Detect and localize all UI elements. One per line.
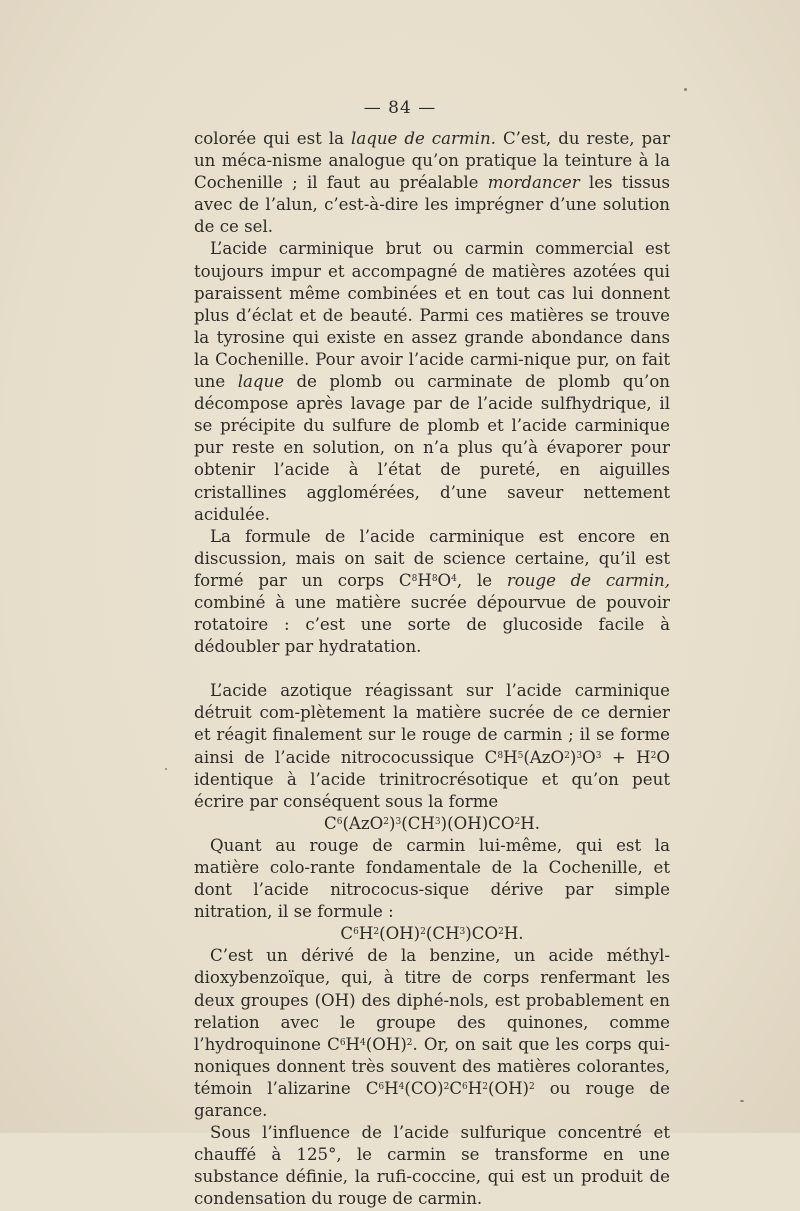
formula-trinitro: $C^6(AzO^2)^3(CH^3)(OH)CO^2H$. bbox=[324, 813, 540, 833]
paper-speck bbox=[684, 88, 687, 91]
page-number: — 84 — bbox=[363, 98, 437, 118]
paragraph: L’acide azotique réagissant sur l’acide carminique détruit com-plètement la matière sucrée de ce dernier et réagit finalement sur le rouge de carmin ; il se forme ainsi de l’acide nitrococussique $C^8H^5(AzO^2)^3O^3 + H^2O$ identique à l’acide trinitrocrésotique et qu’on peut écrire par conséquent sous la forme bbox=[194, 681, 670, 811]
paragraph: L’acide carminique brut ou carmin commercial est toujours impur et accompagné de matières azotées qui paraissent même combinées et en tout cas lui donnent plus d’éclat et de beauté. Parmi ces matières se trouve la tyrosine qui existe en assez grande abondance dans la Cochenille. Pour avoir l’acide carmi-nique pur, on fait une laque de plomb ou carminate de plomb qu’on décompose après lavage par de l’acide sulfhydrique, il se précipite du sulfure de plomb et l’acide carminique pur reste en solution, on n’a plus qu’à évaporer pour obtenir l’acide à l’état de pureté, en aiguilles cristallines agglomérées, d’une saveur nettement acidulée. bbox=[194, 239, 670, 524]
paragraph: La formule de l’acide carminique est encore en discussion, mais on sait de science certaine, qu’il est formé par un corps $C^8H^8O^4$, le rouge de carmin, combiné à une matière sucrée dépourvue de pouvoir rotatoire : c’est une sorte de glucoside facile à dédoubler par hydratation. bbox=[194, 526, 671, 657]
body-text bbox=[194, 128, 670, 1211]
formula-carmin: $C^6H^2(OH)^2(CH^3)CO^2H$. bbox=[340, 924, 524, 944]
paper-speck bbox=[165, 768, 167, 770]
paragraph: colorée qui est la laque de carmin. C’est, du reste, par un méca-nisme analogue qu’on pratique la teinture à la Cochenille ; il faut au préalable mordancer les tissus avec de l’alun, c’est-à-dire les imprégner d’une solution de ce sel. bbox=[194, 129, 671, 237]
paragraph: C’est un dérivé de la benzine, un acide méthyl-dioxybenzoïque, qui, à titre de corps renfermant les deux groupes (OH) des diphé-nols, est probablement en relation avec le groupe des quinones, comme l’hydroquinone $C^6H^4(OH)^2$. Or, on sait que les corps qui-noniques donnent très souvent des matières colorantes, témoin l’alizarine $C^6H^4(CO)^2C^6H^2(OH)^2$ ou rouge de garance. bbox=[194, 946, 670, 1121]
paper-speck bbox=[740, 1100, 744, 1102]
paragraph: Quant au rouge de carmin lui-même, qui est la matière colo-rante fondamentale de la Cochenille, et dont l’acide nitrococus-sique dérive par simple nitration, il se formule : bbox=[194, 835, 670, 922]
paragraph: Sous l’influence de l’acide sulfurique concentré et chauffé à 125°, le carmin se transforme en une substance définie, la rufi-coccine, qui est un produit de condensation du rouge de carmin. bbox=[194, 1123, 670, 1209]
